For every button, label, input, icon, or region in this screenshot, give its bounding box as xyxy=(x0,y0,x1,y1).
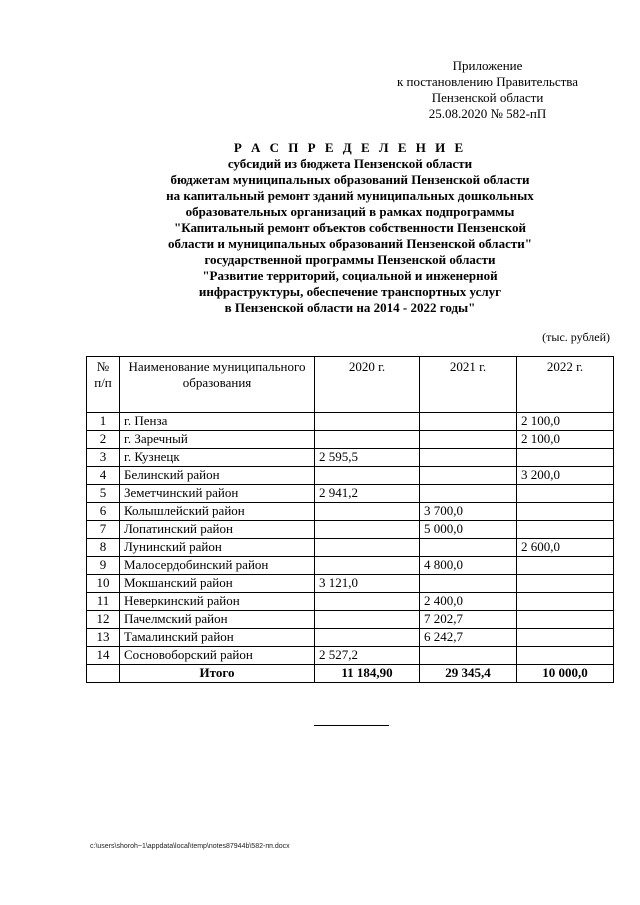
table-row xyxy=(87,485,614,503)
cell-2021: 4 800,0 xyxy=(420,557,517,575)
cell-name: г. Заречный xyxy=(120,431,315,449)
cell-2022 xyxy=(517,485,614,503)
cell-2020 xyxy=(315,557,420,575)
header-2021: 2021 г. xyxy=(420,357,517,413)
cell-2020: 2 595,5 xyxy=(315,449,420,467)
cell-2021 xyxy=(420,449,517,467)
cell-num: 10 xyxy=(87,575,120,593)
appendix-line: Пензенской области xyxy=(431,90,544,105)
table-row xyxy=(87,611,614,629)
cell-num: 5 xyxy=(87,485,120,503)
cell-2022: 2 600,0 xyxy=(517,539,614,557)
cell-2021 xyxy=(420,647,517,665)
file-path-footer: c:\users\shoroh~1\appdata\local\temp\notes87944b\582-пп.docx xyxy=(90,843,290,850)
cell-num: 9 xyxy=(87,557,120,575)
cell-2022 xyxy=(517,449,614,467)
cell-2020 xyxy=(315,521,420,539)
title-line: образовательных организаций в рамках подпрограммы xyxy=(185,204,515,219)
appendix-block xyxy=(360,58,615,122)
header-2022: 2022 г. xyxy=(517,357,614,413)
cell-2021: 5 000,0 xyxy=(420,521,517,539)
total-label: Итого xyxy=(120,665,315,683)
table-row xyxy=(87,431,614,449)
cell-name: Пачелмский район xyxy=(120,611,315,629)
cell-2022 xyxy=(517,629,614,647)
cell-num-empty xyxy=(87,665,120,683)
appendix-date-number: 25.08.2020 № 582-пП xyxy=(428,106,547,121)
cell-2021 xyxy=(420,431,517,449)
cell-2021 xyxy=(420,539,517,557)
title-line: "Капитальный ремонт объектов собственности Пензенской xyxy=(173,220,526,235)
cell-2020 xyxy=(315,467,420,485)
cell-2020 xyxy=(315,539,420,557)
cell-name: г. Пенза xyxy=(120,413,315,431)
title-line: "Развитие территорий, социальной и инженерной xyxy=(202,268,498,283)
cell-num: 14 xyxy=(87,647,120,665)
total-2021: 29 345,4 xyxy=(420,665,517,683)
cell-num: 12 xyxy=(87,611,120,629)
title-heading: Р А С П Р Е Д Е Л Е Н И Е xyxy=(233,140,467,155)
cell-2020 xyxy=(315,611,420,629)
total-2020: 11 184,90 xyxy=(315,665,420,683)
cell-2022 xyxy=(517,557,614,575)
cell-2021: 7 202,7 xyxy=(420,611,517,629)
cell-num: 4 xyxy=(87,467,120,485)
cell-num: 11 xyxy=(87,593,120,611)
cell-name: Сосновоборский район xyxy=(120,647,315,665)
cell-name: Белинский район xyxy=(120,467,315,485)
table-row xyxy=(87,539,614,557)
cell-2020: 2 527,2 xyxy=(315,647,420,665)
document-title xyxy=(100,140,600,316)
appendix-line: Приложение xyxy=(452,58,523,73)
cell-name: Неверкинский район xyxy=(120,593,315,611)
header-2020: 2020 г. xyxy=(315,357,420,413)
cell-2022: 2 100,0 xyxy=(517,413,614,431)
cell-num: 6 xyxy=(87,503,120,521)
cell-2022 xyxy=(517,521,614,539)
cell-num: 3 xyxy=(87,449,120,467)
appendix-line: к постановлению Правительства xyxy=(396,74,579,89)
cell-2022: 3 200,0 xyxy=(517,467,614,485)
cell-num: 7 xyxy=(87,521,120,539)
cell-2020: 3 121,0 xyxy=(315,575,420,593)
header-num: № п/п xyxy=(87,357,120,413)
cell-2021: 6 242,7 xyxy=(420,629,517,647)
table-row xyxy=(87,593,614,611)
table-row xyxy=(87,629,614,647)
cell-name: Земетчинский район xyxy=(120,485,315,503)
title-line: в Пензенской области на 2014 - 2022 годы" xyxy=(224,300,476,315)
cell-2022 xyxy=(517,575,614,593)
title-line: субсидий из бюджета Пензенской области xyxy=(227,156,473,171)
cell-2022 xyxy=(517,611,614,629)
title-line: бюджетам муниципальных образований Пензенской области xyxy=(170,172,530,187)
cell-num: 2 xyxy=(87,431,120,449)
units-label: (тыс. рублей) xyxy=(542,330,610,344)
cell-name: Лунинский район xyxy=(120,539,315,557)
cell-2020 xyxy=(315,629,420,647)
title-line: на капитальный ремонт зданий муниципальных дошкольных xyxy=(166,188,534,203)
table-row xyxy=(87,575,614,593)
title-line: государственной программы Пензенской области xyxy=(204,252,496,267)
cell-name: Малосердобинский район xyxy=(120,557,315,575)
cell-2020 xyxy=(315,503,420,521)
table-row xyxy=(87,647,614,665)
table-header-row xyxy=(87,357,614,413)
table-row xyxy=(87,449,614,467)
cell-num: 13 xyxy=(87,629,120,647)
cell-2021 xyxy=(420,485,517,503)
cell-2022 xyxy=(517,593,614,611)
cell-2021: 3 700,0 xyxy=(420,503,517,521)
cell-num: 8 xyxy=(87,539,120,557)
cell-2021: 2 400,0 xyxy=(420,593,517,611)
table-row xyxy=(87,413,614,431)
cell-2022 xyxy=(517,503,614,521)
header-name: Наименование муниципального образования xyxy=(120,357,315,413)
total-2022: 10 000,0 xyxy=(517,665,614,683)
cell-2020: 2 941,2 xyxy=(315,485,420,503)
cell-2020 xyxy=(315,413,420,431)
table-total-row xyxy=(87,665,614,683)
closing-divider xyxy=(314,725,389,726)
cell-num: 1 xyxy=(87,413,120,431)
cell-2020 xyxy=(315,431,420,449)
cell-name: Лопатинский район xyxy=(120,521,315,539)
table-row xyxy=(87,557,614,575)
cell-2021 xyxy=(420,467,517,485)
cell-2021 xyxy=(420,413,517,431)
cell-2021 xyxy=(420,575,517,593)
title-line: области и муниципальных образований Пензенской области" xyxy=(168,236,532,251)
cell-name: Тамалинский район xyxy=(120,629,315,647)
table-row xyxy=(87,467,614,485)
distribution-table xyxy=(86,356,614,683)
table-row xyxy=(87,503,614,521)
title-line: инфраструктуры, обеспечение транспортных услуг xyxy=(198,284,502,299)
cell-name: г. Кузнецк xyxy=(120,449,315,467)
cell-2020 xyxy=(315,593,420,611)
cell-name: Колышлейский район xyxy=(120,503,315,521)
cell-2022: 2 100,0 xyxy=(517,431,614,449)
cell-name: Мокшанский район xyxy=(120,575,315,593)
table-row xyxy=(87,521,614,539)
cell-2022 xyxy=(517,647,614,665)
